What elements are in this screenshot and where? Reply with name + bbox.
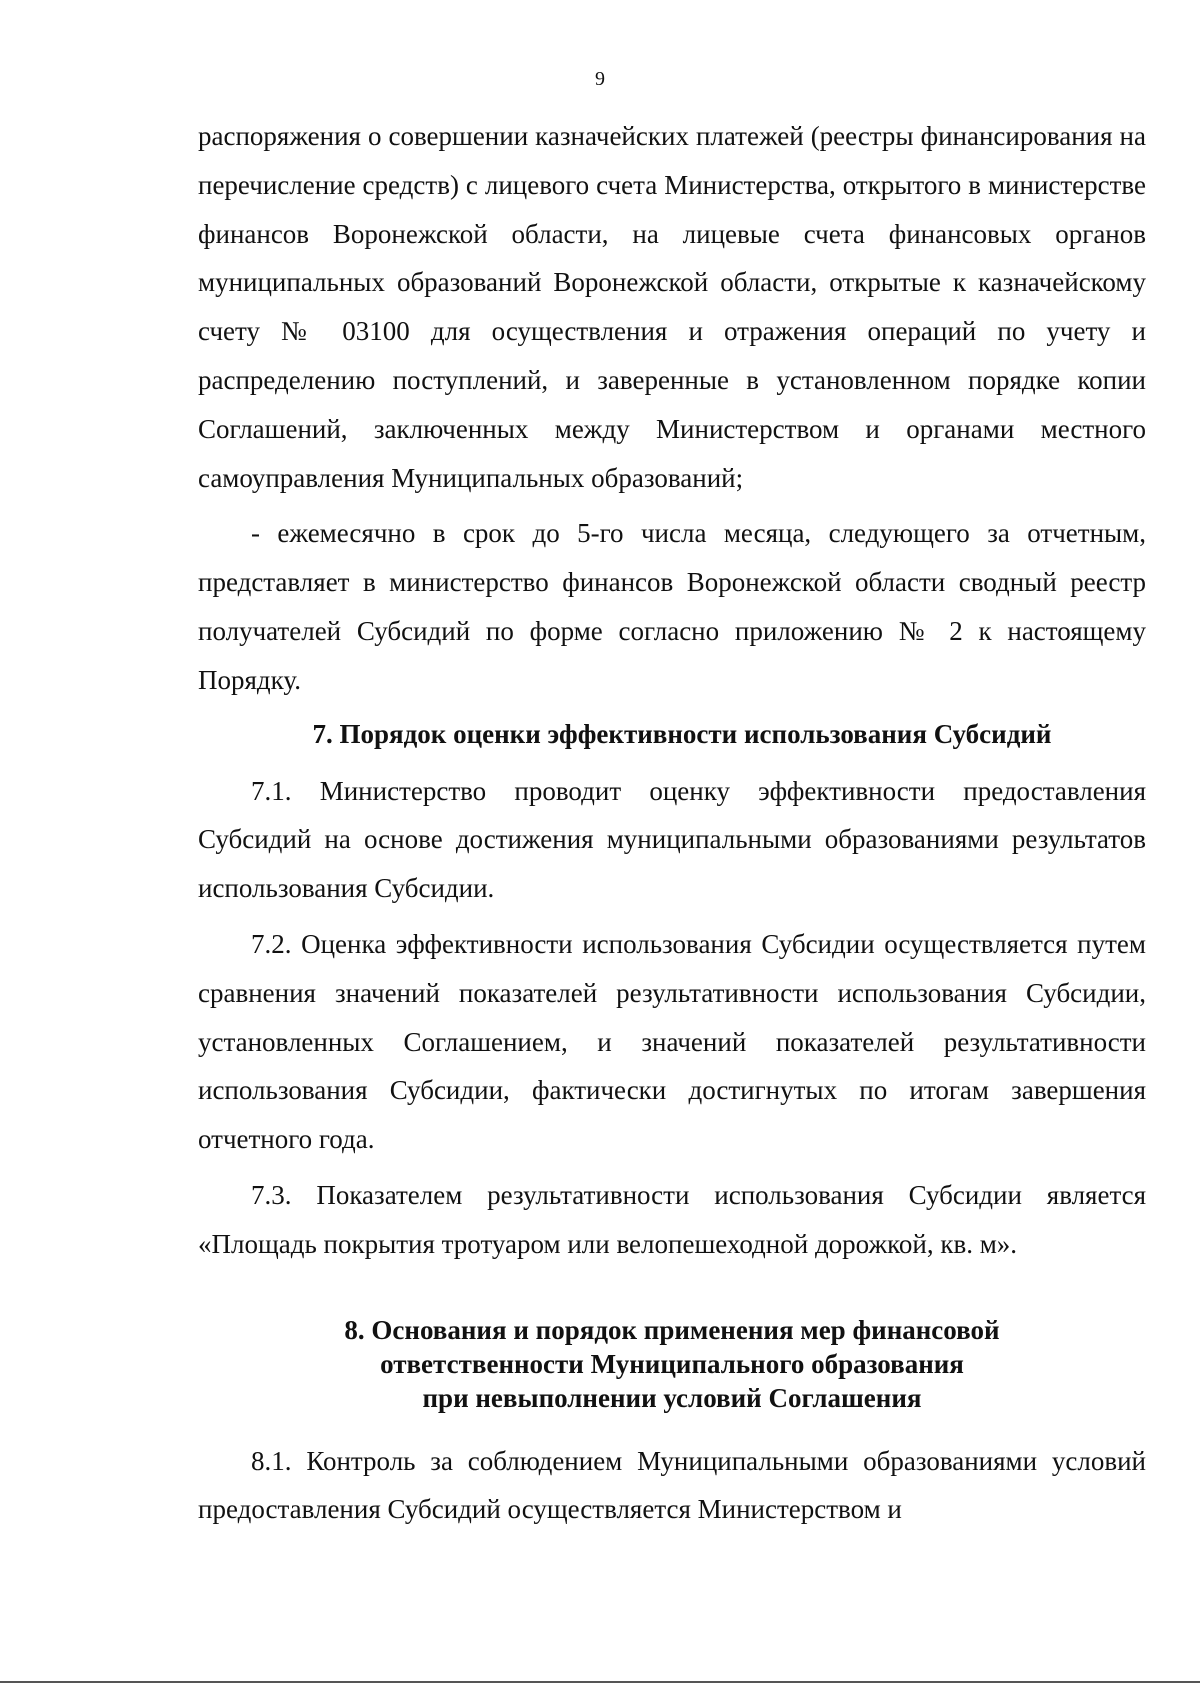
- paragraph-8-1: 8.1. Контроль за соблюдением Муниципальными образованиями условий предоставления Субсидий осуществляется Министерством и: [198, 1445, 1146, 1525]
- section-8-heading-line-2: ответственности Муниципального образования: [380, 1348, 964, 1379]
- section-8-heading: [198, 1313, 1146, 1415]
- paragraph-7-1: 7.1. Министерство проводит оценку эффективности предоставления Субсидий на основе достижения муниципальными образованиями результатов использования Субсидии.: [198, 775, 1146, 904]
- paragraph-treasury-orders: распоряжения о совершении казначейских платежей (реестры финансирования на перечисление средств) с лицевого счета Министерства, открытого в министерстве финансов Воронежской области, на лицевые счета финансовых органов муниципальных образований Воронежской области, открытые к казначейскому счету № 03100 для осуществления и отражения операций по учету и распределению поступлений, и заверенные в установленном порядке копии Соглашений, заключенных между Министерством и органами местного самоуправления Муниципальных образований;: [198, 121, 1146, 493]
- bottom-rule: [0, 1681, 1200, 1683]
- paragraph-7-2: 7.2. Оценка эффективности использования Субсидии осуществляется путем сравнения значений показателей результативности использования Субсидии, установленных Соглашением, и значений показателей результативности использования Субсидии, фактически достигнутых по итогам завершения отчетного года.: [198, 928, 1146, 1155]
- document-body: [198, 112, 1146, 1534]
- paragraph-7-3: 7.3. Показателем результативности использования Субсидии является «Площадь покрытия тротуаром или велопешеходной дорожкой, кв. м».: [198, 1179, 1146, 1259]
- page-number: 9: [595, 68, 605, 90]
- section-8-heading-line-3: при невыполнении условий Соглашения: [422, 1382, 922, 1413]
- section-7-heading: 7. Порядок оценки эффективности использования Субсидий: [312, 718, 1052, 749]
- section-8-heading-line-1: 8. Основания и порядок применения мер финансовой: [344, 1314, 1000, 1345]
- paragraph-monthly-report: - ежемесячно в срок до 5-го числа месяца, следующего за отчетным, представляет в министерство финансов Воронежской области сводный реестр получателей Субсидий по форме согласно приложению № 2 к настоящему Порядку.: [198, 518, 1146, 695]
